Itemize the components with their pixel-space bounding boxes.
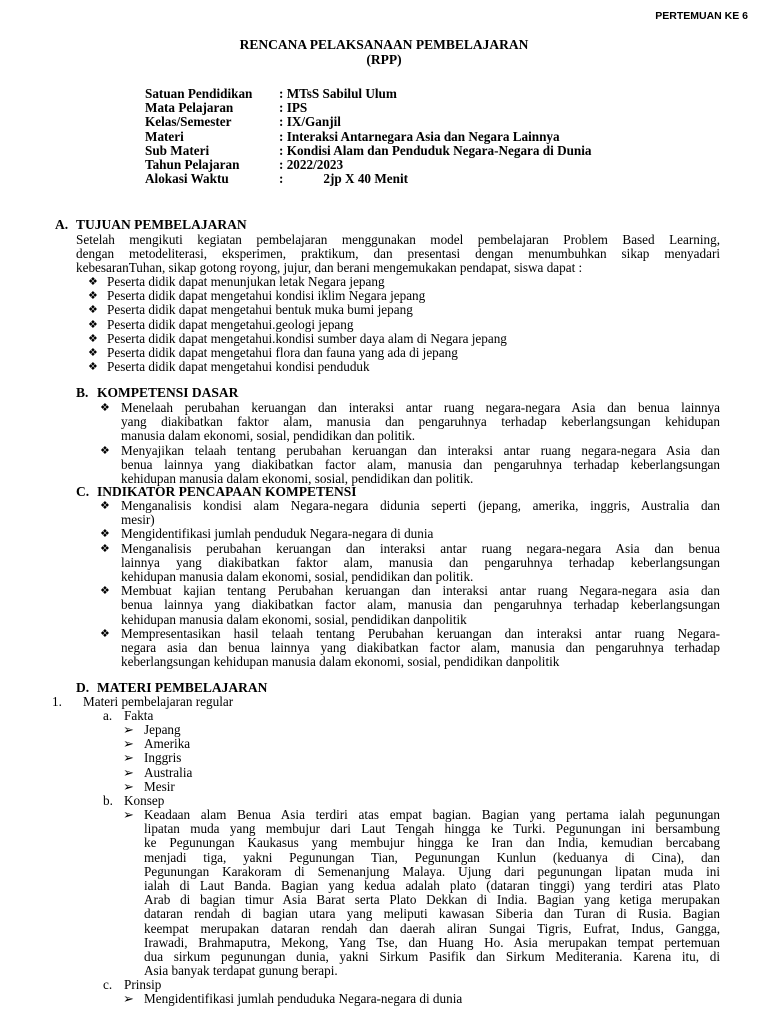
konsep-heading: b. Konsep	[103, 793, 165, 808]
arrow-marker: ➢	[123, 764, 135, 780]
fakta-item	[123, 766, 192, 780]
fakta-heading: a. Fakta	[103, 708, 154, 723]
bullet-marker: ❖	[100, 627, 110, 640]
list-item	[88, 275, 708, 289]
text-line: kehidupan manusia dalam ekonomi, sosial, pendidikan danpolitik	[121, 611, 467, 627]
bullet-marker: ❖	[100, 444, 110, 457]
list-item	[100, 627, 720, 670]
text-line: dua sirkum pegunungan dunia, yakni Sirkum Pasifik dan Sirkum Mediterania. Karena itu, di	[144, 949, 720, 965]
identity-row: Materi : Interaksi Antarnegara Asia dan Negara Lainnya	[145, 128, 560, 144]
text-line: mesir)	[121, 512, 155, 528]
fakta-item	[123, 751, 192, 765]
meeting-label: PERTEMUAN KE 6	[655, 10, 748, 22]
fakta-list	[123, 723, 192, 794]
text-line: benua lainnya yang diakibatkan factor alam, manusia dan pengaruhnya terhadap keberlangsungan	[121, 456, 720, 472]
list-item	[100, 527, 720, 541]
text-line: benua lainnya yang diakibatkan factor alam, manusia dan pengaruhnya terhadap keberlangsungan	[121, 597, 720, 613]
bullet-marker: ❖	[88, 332, 98, 345]
prinsip-item: ➢ Mengidentifikasi jumlah penduduka Negara-negara di dunia	[123, 991, 463, 1006]
identity-row: Tahun Pelajaran : 2022/2023	[145, 156, 344, 172]
section-c-heading: C. INDIKATOR PENCAPAAN KOMPETENSI	[76, 484, 357, 499]
fakta-item	[123, 780, 192, 794]
list-item	[88, 332, 708, 346]
list-item	[100, 542, 720, 585]
identity-row: Alokasi Waktu : 2jp X 40 Menit	[145, 171, 409, 187]
text-line: manusia dalam ekonomi, sosial, pendidikan dan politik.	[121, 428, 416, 444]
list-item	[100, 499, 720, 527]
list-item-text: Peserta didik dapat mengetahui.geologi jepang	[107, 316, 354, 332]
text-line: dataran rendah di bagian utara yang meliputi kawasan Siberia dan Turan di Rusia. Bagian	[144, 906, 720, 922]
text-line: Menelaah perubahan keruangan dan interaksi antar ruang negara-negara Asia dan benua lainnya	[121, 400, 720, 415]
fakta-text: Australia	[144, 764, 193, 780]
section-a-heading: A. TUJUAN PEMBELAJARAN	[55, 217, 247, 232]
text-line: yang diakibatkan faktor alam, manusia dan pengaruhnya terhadap keberlangsungan kehidupan	[121, 414, 720, 430]
bullet-marker: ❖	[88, 318, 98, 331]
arrow-marker: ➢	[123, 807, 135, 822]
text-line: ialah di Laut Banda. Bagian yang kedua adalah plato (dataran tinggi) yang terdiri atas Plato	[144, 878, 720, 894]
section-b-list	[100, 401, 720, 486]
section-a-intro: Setelah mengikuti kegiatan pembelajaran menggunakan model pembelajaran Problem Based Learning, dengan metodeliterasi, eksperimen, praktikum, dan presentasi dengan menumbuhkan sikap menyadari kebesaranTuhan, sikap gotong royong, jujur, dan berani mengemukakan pendapat, siswa dapat :	[76, 232, 720, 276]
text-line: lipatan muda yang membujur dari Laut Tengah hingga ke Turki. Pegunungan ini bersambung	[144, 821, 720, 837]
identity-table	[145, 87, 592, 186]
list-item	[100, 401, 720, 444]
identity-row: Sub Materi : Kondisi Alam dan Penduduk Negara-Negara di Dunia	[145, 142, 592, 158]
section-b-heading: B. KOMPETENSI DASAR	[76, 385, 239, 400]
bullet-marker: ❖	[88, 304, 98, 317]
text-line: negara asia dan benua lainnya yang diakibatkan factor alam, manusia dan pengaruhnya terhadap	[121, 640, 720, 656]
arrow-marker: ➢	[123, 778, 135, 794]
bullet-marker: ❖	[100, 500, 110, 512]
list-item-text: Peserta didik dapat mengetahui kondisi penduduk	[107, 359, 370, 375]
list-item	[100, 584, 720, 627]
list-item	[88, 289, 708, 303]
list-item-text: Peserta didik dapat mengetahui.kondisi sumber daya alam di Negara jepang	[107, 330, 507, 346]
list-item-text: Peserta didik dapat mengetahui flora dan fauna yang ada di jepang	[107, 345, 458, 361]
text-line: Pegunungan Karakoram di Semenanjung Malaya. Ujung dari pegunungan lipatan muda ini	[144, 863, 720, 879]
text-line: keberlangsungan kehidupan manusia dalam ekonomi, sosial, pendidikan danpolitik	[121, 654, 560, 670]
list-item-text: Peserta didik dapat mengetahui bentuk muka bumi jepang	[107, 302, 413, 318]
bullet-marker: ❖	[100, 585, 110, 598]
fakta-text: Mesir	[144, 778, 175, 794]
list-item-text: Peserta didik dapat menunjukan letak Negara jepang	[107, 274, 385, 289]
bullet-marker: ❖	[88, 361, 98, 374]
identity-row: Mata Pelajaran : IPS	[145, 100, 308, 116]
text-line: Mengidentifikasi jumlah penduduk Negara-negara di dunia	[121, 526, 434, 542]
text-line: Membuat kajian tentang Perubahan keruangan dan interaksi antar ruang Negara-negara asia dan	[121, 583, 720, 599]
document-title: RENCANA PELAKSANAAN PEMBELAJARAN	[239, 37, 529, 52]
text-line: Arab di bagian timur Asia Barat serta Plato Dekkan di India. Bagian yang ketiga merupakan	[144, 892, 720, 908]
text-line: lainnya yang diakibatkan faktor alam, manusia dan pengaruhnya terhadap keberlangsungan	[121, 554, 720, 570]
konsep-paragraph	[123, 808, 720, 978]
list-item-text: Peserta didik dapat mengetahui kondisi iklim Negara jepang	[107, 288, 426, 304]
text-line: ke Pegunungan Kaukasus yang membujur hingga ke Iran dan India, kemudian bercabang	[144, 835, 720, 851]
text-line: Mempresentasikan hasil telaah tentang Perubahan keruangan dan interaksi antar ruang Negara-	[121, 625, 720, 641]
list-item	[88, 360, 708, 374]
bullet-marker: ❖	[88, 276, 98, 288]
section-d-heading: D. MATERI PEMBELAJARAN	[76, 680, 268, 695]
text-line: Menganalisis perubahan keruangan dan interaksi antar ruang negara-negara Asia dan benua	[121, 540, 720, 556]
arrow-marker: ➢	[123, 722, 135, 737]
arrow-marker: ➢	[123, 750, 135, 766]
identity-row: Satuan Pendidikan : MTsS Sabilul Ulum	[145, 86, 397, 101]
fakta-text: Amerika	[144, 736, 191, 752]
section-c-list	[100, 499, 720, 669]
text-line: kehidupan manusia dalam ekonomi, sosial, pendidikan dan politik.	[121, 569, 474, 585]
bullet-marker: ❖	[88, 290, 98, 303]
text-line: menjadi tiga, yakni Pegunungan Tian, Pegunungan Kunlun (keduanya di Cina), dan	[144, 849, 720, 865]
bullet-marker: ❖	[100, 528, 110, 541]
section-a-list	[88, 275, 708, 374]
bullet-marker: ❖	[88, 347, 98, 360]
fakta-text: Jepang	[144, 722, 181, 737]
bullet-marker: ❖	[100, 402, 110, 414]
arrow-marker: ➢	[123, 991, 135, 1006]
list-item	[100, 444, 720, 487]
identity-row: Kelas/Semester : IX/Ganjil	[145, 114, 341, 130]
section-d-subheading: 1. Materi pembelajaran regular	[52, 694, 234, 709]
fakta-item	[123, 723, 192, 737]
text-line: Irawadi, Brahmaputra, Mekong, Yang Tse, dan Huang Ho. Asia merupakan tempat pertemuan	[144, 934, 720, 950]
fakta-text: Inggris	[144, 750, 182, 766]
list-item	[88, 303, 708, 317]
text-line: Menyajikan telaah tentang perubahan keruangan dan interaksi antar ruang negara-negara Asia dan	[121, 442, 720, 458]
text-line: Asia banyak terdapat gunung berapi.	[144, 963, 338, 979]
document-subtitle: (RPP)	[366, 52, 402, 67]
list-item	[88, 346, 708, 360]
bullet-marker: ❖	[100, 542, 110, 555]
text-line: Keadaan alam Benua Asia terdiri atas empat bagian. Bagian yang pertama ialah pegunungan	[144, 807, 720, 822]
list-item	[88, 318, 708, 332]
text-line: keempat merupakan dataran rendah dan daerah aliran Sungai Tigris, Eufrat, Indus, Gangga,	[144, 920, 720, 936]
fakta-item	[123, 737, 192, 751]
arrow-marker: ➢	[123, 736, 135, 752]
prinsip-heading: c. Prinsip	[103, 977, 162, 992]
text-line: Menganalisis kondisi alam Negara-negara didunia seperti (jepang, amerika, inggris, Australia dan	[121, 498, 720, 513]
text-line: kehidupan manusia dalam ekonomi, sosial, pendidikan dan politik.	[121, 471, 474, 487]
